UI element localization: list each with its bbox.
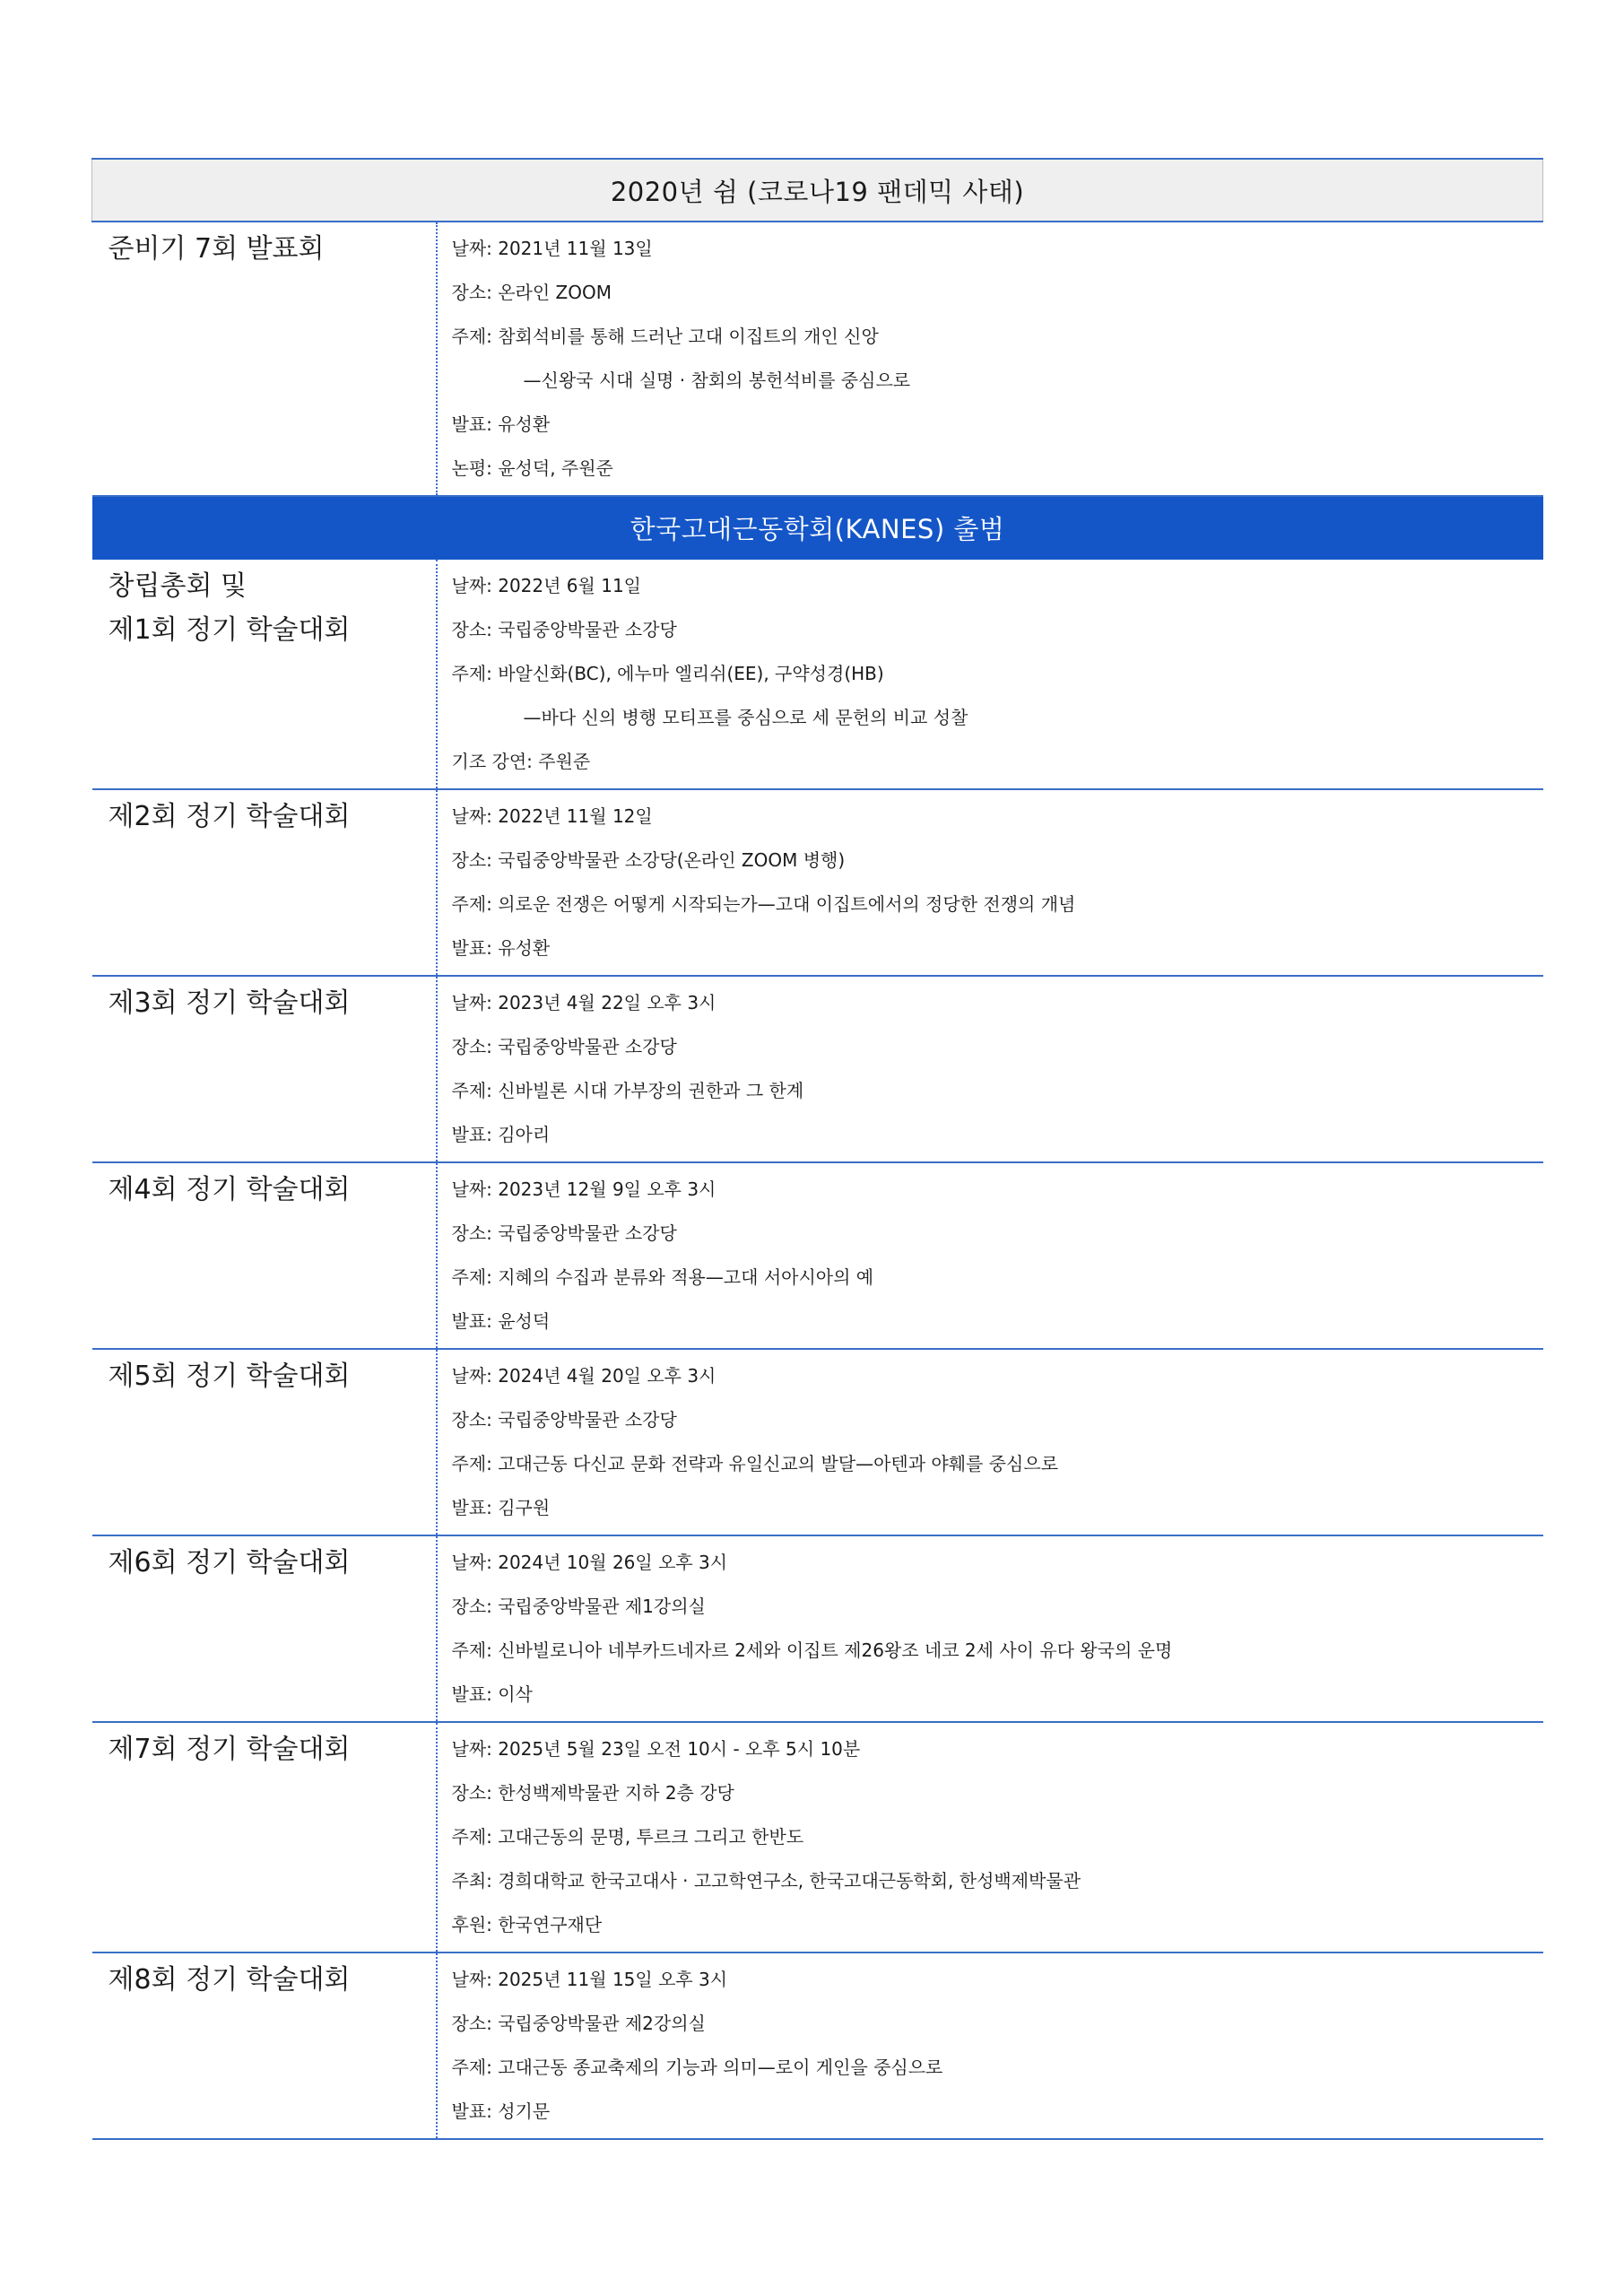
event-details-cell: [437, 222, 1543, 496]
event-detail-line: 장소: 국립중앙박물관 소강당: [451, 1409, 677, 1431]
event-detail-line: 발표: 김아리: [451, 1124, 551, 1145]
event-detail-line: 장소: 온라인 ZOOM: [451, 282, 612, 303]
events-table-body: [92, 159, 1543, 2139]
event-name: 준비기 7회 발표회: [108, 233, 325, 265]
event-details-cell: [437, 789, 1543, 976]
event-detail-line: 주제: 지혜의 수집과 분류와 적용—고대 서아시아의 예: [451, 1266, 874, 1288]
event-detail-line: 날짜: 2024년 4월 20일 오후 3시: [451, 1365, 716, 1387]
event-detail-line: 날짜: 2025년 11월 15일 오후 3시: [451, 1969, 728, 1990]
event-detail-line: 주제: 고대근동 종교축제의 기능과 의미—로이 게인을 중심으로: [451, 2057, 943, 2078]
event-detail-line: 장소: 국립중앙박물관 소강당: [451, 1036, 677, 1057]
event-detail-line: 날짜: 2021년 11월 13일: [451, 238, 653, 259]
event-name: 제3회 정기 학술대회: [108, 987, 351, 1019]
event-name: 제6회 정기 학술대회: [108, 1547, 351, 1578]
event-name-cell: [92, 1535, 437, 1722]
event-row: [92, 559, 1543, 789]
event-name-cell: [92, 1722, 437, 1952]
event-row: [92, 222, 1543, 496]
event-name: 제2회 정기 학술대회: [108, 801, 351, 832]
event-detail-line: 날짜: 2023년 4월 22일 오후 3시: [451, 992, 716, 1013]
event-detail-line: 발표: 김구원: [451, 1497, 551, 1518]
event-row: [92, 976, 1543, 1162]
event-detail-line: 장소: 국립중앙박물관 제1강의실: [451, 1596, 706, 1617]
event-name-cell: [92, 1162, 437, 1349]
event-detail-line: 주제: 고대근동 다신교 문화 전략과 유일신교의 발달—아텐과 야훼를 중심으로: [451, 1453, 1059, 1474]
event-details-cell: [437, 976, 1543, 1162]
event-detail-line: 주제: 고대근동의 문명, 투르크 그리고 한반도: [451, 1826, 804, 1848]
event-details-cell: [437, 1162, 1543, 1349]
event-detail-line: 장소: 국립중앙박물관 소강당: [451, 619, 677, 640]
section-band-row: [92, 496, 1543, 559]
event-row: [92, 1952, 1543, 2139]
event-detail-line: 장소: 국립중앙박물관 소강당: [451, 1222, 677, 1244]
event-name: 제1회 정기 학술대회: [108, 614, 351, 646]
section-band-row: [92, 159, 1543, 222]
event-detail-line: 날짜: 2023년 12월 9일 오후 3시: [451, 1178, 716, 1200]
event-detail-line: 기조 강연: 주원준: [451, 751, 591, 772]
event-detail-line: 장소: 한성백제박물관 지하 2층 강당: [451, 1782, 734, 1804]
section-band-title: 한국고대근동학회(KANES) 출범: [92, 496, 1543, 559]
section-band-title: 2020년 쉼 (코로나19 팬데믹 사태): [92, 159, 1543, 222]
event-detail-line: 주제: 바알신화(BC), 에누마 엘리쉬(EE), 구약성경(HB): [451, 663, 884, 684]
event-detail-line: 발표: 성기문: [451, 2100, 551, 2122]
event-details-cell: [437, 1722, 1543, 1952]
event-row: [92, 1722, 1543, 1952]
event-name: 제4회 정기 학술대회: [108, 1174, 351, 1205]
event-name: 제7회 정기 학술대회: [108, 1734, 351, 1765]
event-name: 제8회 정기 학술대회: [108, 1964, 351, 1996]
event-detail-line: 날짜: 2024년 10월 26일 오후 3시: [451, 1552, 728, 1573]
event-detail-line: 날짜: 2025년 5월 23일 오전 10시 - 오후 5시 10분: [451, 1738, 861, 1760]
event-detail-line: 장소: 국립중앙박물관 소강당(온라인 ZOOM 병행): [451, 849, 846, 871]
event-detail-line: 발표: 유성환: [451, 937, 551, 959]
event-details-cell: [437, 1349, 1543, 1535]
event-details-cell: [437, 559, 1543, 789]
event-detail-line: 주제: 신바빌로니아 네부카드네자르 2세와 이집트 제26왕조 네코 2세 사이 유다 왕국의 운명: [451, 1639, 1173, 1661]
event-detail-subtitle: —신왕국 시대 실명 · 참회의 봉헌석비를 중심으로: [523, 370, 911, 391]
event-details-cell: [437, 1535, 1543, 1722]
event-detail-line: 후원: 한국연구재단: [451, 1914, 603, 1935]
event-name-cell: [92, 976, 437, 1162]
events-table: [91, 158, 1543, 2140]
event-details-cell: [437, 1952, 1543, 2139]
event-detail-line: 발표: 이삭: [451, 1683, 533, 1705]
event-detail-line: 주제: 의로운 전쟁은 어떻게 시작되는가—고대 이집트에서의 정당한 전쟁의 개념: [451, 893, 1076, 915]
event-detail-line: 주제: 참회석비를 통해 드러난 고대 이집트의 개인 신앙: [451, 326, 879, 347]
event-name-cell: [92, 559, 437, 789]
event-detail-line: 발표: 윤성덕: [451, 1310, 551, 1332]
event-name-cell: [92, 1349, 437, 1535]
event-row: [92, 1349, 1543, 1535]
event-detail-line: 발표: 유성환: [451, 413, 551, 435]
event-row: [92, 1535, 1543, 1722]
event-name-cell: [92, 222, 437, 496]
event-detail-line: 장소: 국립중앙박물관 제2강의실: [451, 2013, 706, 2034]
event-detail-line: 날짜: 2022년 6월 11일: [451, 575, 641, 596]
event-name: 제5회 정기 학술대회: [108, 1361, 351, 1392]
event-detail-line: 논평: 윤성덕, 주원준: [451, 457, 613, 479]
event-row: [92, 1162, 1543, 1349]
event-detail-line: 주제: 신바빌론 시대 가부장의 권한과 그 한계: [451, 1080, 804, 1101]
event-row: [92, 789, 1543, 976]
event-detail-line: 날짜: 2022년 11월 12일: [451, 805, 653, 827]
event-name: 창립총회 및: [108, 570, 247, 602]
event-detail-subtitle: —바다 신의 병행 모티프를 중심으로 세 문헌의 비교 성찰: [523, 707, 968, 728]
event-detail-line: 주최: 경희대학교 한국고대사 · 고고학연구소, 한국고대근동학회, 한성백제박물관: [451, 1870, 1081, 1892]
event-name-cell: [92, 1952, 437, 2139]
event-name-cell: [92, 789, 437, 976]
